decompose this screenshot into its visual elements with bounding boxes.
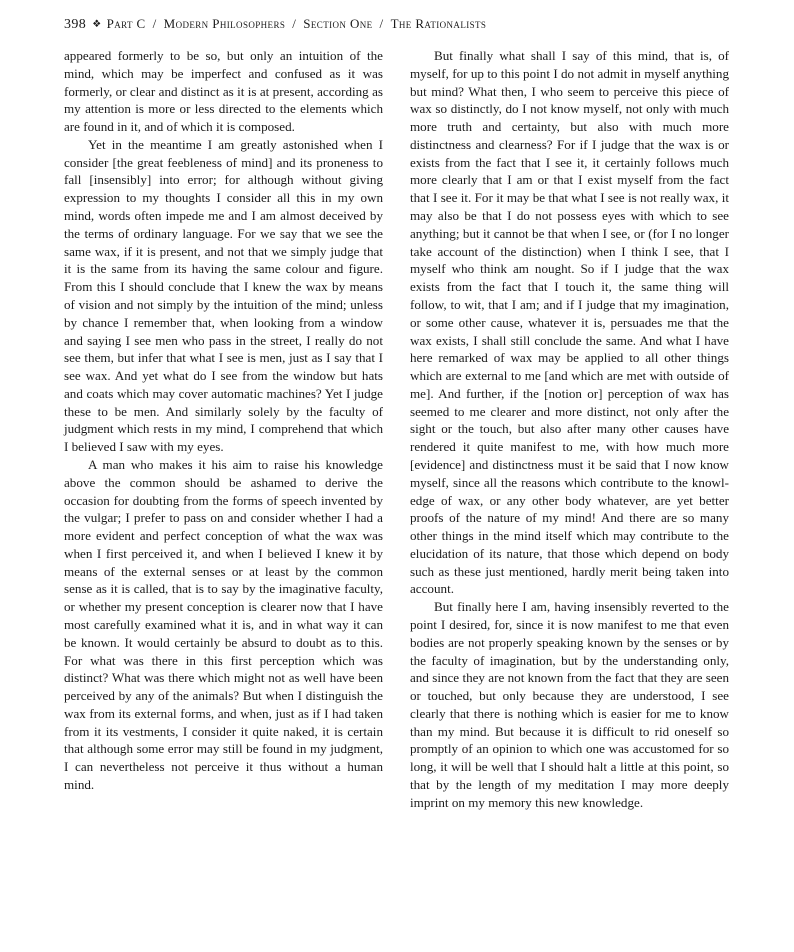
- header-separator: /: [379, 16, 384, 31]
- header-separator: /: [292, 16, 297, 31]
- paragraph: But finally what shall I say of this mind, that is, of myself, for up to this point I do not admit in myself anything but mind? What then, I who seem to perceive this piece of wax so distinctly, do I not know myself, not only with much more truth and certainty, but also with much more distinctness and clearness? For if I judge that the wax is or exists from the fact that I see it, it certainly follows much more clearly that I am or that I exist myself from the fact that I see it. For it may be that what I see is not really wax, it may also be that I do not possess eyes with which to see anything; but it cannot be that when I see, or (for I no longer take account of the distinction) when I think I see, that I myself who think am nought. So if I judge that the wax exists from the fact that I touch it, the same thing will follow, to wit, that I am; and if I judge that my imagination, or some other cause, whatever it is, persuades me that the wax exists, I shall still conclude the same. And what I have here remarked of wax may be applied to all other things which are external to me [and which are met with outside of me]. And further, if the [notion or] perception of wax has seemed to me clearer and more distinct, not only after the sight or the touch, but also after many other causes have rendered it quite manifest to me, with how much more [evidence] and distinctness must it be said that I now know myself, since all the reasons which contribute to the knowledge of wax, or any other body whatever, are yet better proofs of the nature of my mind! And there are so many other things in the mind itself which may contribute to the elucidation of its nature, that those which depend on body such as these just mentioned, hardly merit being taken into account.: [410, 48, 729, 597]
- header-section-title: Modern Philosophers: [163, 16, 286, 31]
- diamond-icon: ❖: [92, 19, 102, 30]
- paragraph: But finally here I am, having insensibly reverted to the point I desired, for, since it is now manifest to me that even bodies are not properly speaking known by the senses or by the faculty of imagination, but by the understanding only, and since they are not known from the fact that they are seen or touched, but only because they are understood, I see clearly that there is nothing which is easier for me to know than my mind. But because it is difficult to rid oneself so promptly of an opinion to which one was accustomed for so long, it will be well that I should halt a little at this point, so that by the length of my meditation I may more deeply imprint on my memory this new knowledge.: [410, 599, 729, 810]
- paragraph: Yet in the meantime I am greatly astonished when I consider [the great feebleness of mind] and its proneness to fall [insensibly] into error; for although without giving expression to my thoughts I consider all this in my own mind, words often impede me and I am almost deceived by the terms of ordinary language. For we say that we see the same wax, if it is present, and not that we simply judge that it is the same from its having the same colour and figure. From this I should conclude that I knew the wax by means of vision and not simply by the intuition of the mind; unless by chance I remember that, when looking from a window and saying I see men who pass in the street, I really do not see them, but infer that what I see is men, just as I say that I see wax. And yet what do I see from the window but hats and coats which may cover automatic machines? Yet I judge these to be men. And similarly solely by the faculty of judgment which rests in my mind, I comprehend that which I believed I saw with my eyes.: [64, 136, 383, 455]
- paragraph: appeared formerly to be so, but only an intuition of the mind, which may be imperfect and confused as it was formerly, or clear and distinct as it is at present, according as my attention is more or less directed to the elements which are found in it, and of which it is composed.: [64, 48, 383, 135]
- header-subsection: The Rationalists: [390, 16, 487, 31]
- right-column: [410, 47, 729, 812]
- left-column: [64, 47, 383, 794]
- header-separator: /: [152, 16, 157, 31]
- page-number: 398: [64, 17, 87, 32]
- header-part: Part C: [106, 16, 146, 31]
- running-header: [64, 16, 486, 33]
- header-section: Section One: [303, 16, 373, 31]
- paragraph: A man who makes it his aim to raise his knowledge above the common should be ashamed to derive the occasion for doubting from the forms of speech invented by the vulgar; I prefer to pass on and consider whether I had a more evident and perfect conception of what the wax was when I first perceived it, and when I believed I knew it by means of the external senses or at least by the common sense as it is called, that is to say by the imaginative faculty, or whether my present conception is clearer now that I have most carefully examined what it is, and in what way it can be known. It would certainly be absurd to doubt as to this. For what was there in this first perception which was distinct? What was there which might not as well have been perceived by any of the animals? But when I distinguish the wax from its external forms, and when, just as if I had taken from it its vestments, I consider it quite naked, it is certain that although some error may still be found in my judgment, I can nevertheless not perceive it thus without a human mind.: [64, 456, 383, 793]
